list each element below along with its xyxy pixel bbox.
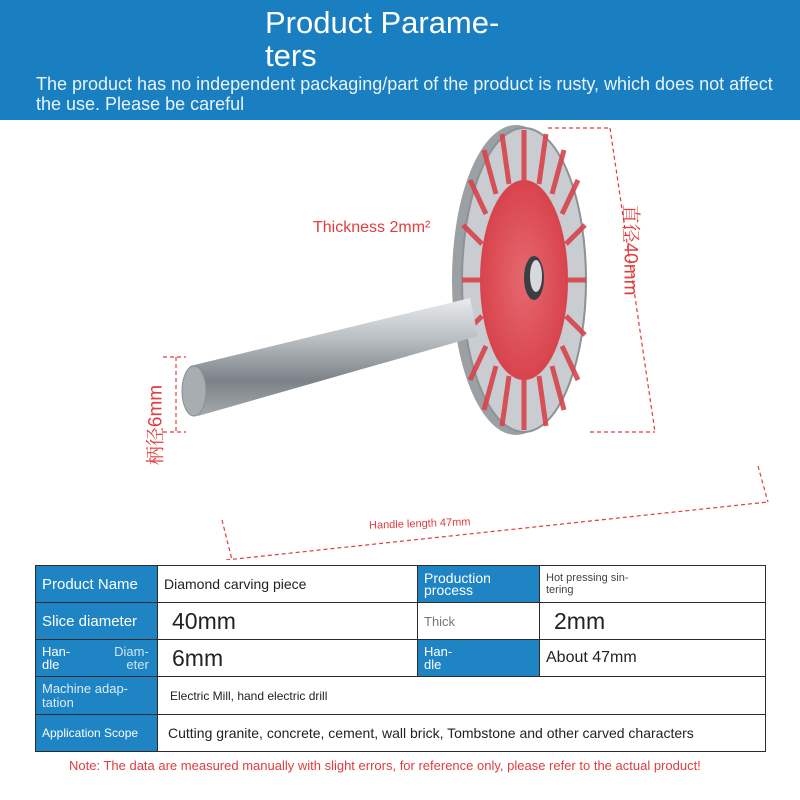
handle-word: Han- dle <box>42 644 71 672</box>
slice-diameter-label: Slice diameter <box>36 603 158 640</box>
application-scope-label: Application Scope <box>36 715 158 752</box>
diameter-annotation: 直径40mm <box>619 204 641 296</box>
table-row <box>36 566 766 603</box>
handle-diameter-value: 6mm <box>158 640 418 677</box>
handle-length-label: Han- dle <box>418 640 540 677</box>
product-name-value: Diamond carving piece <box>158 566 418 603</box>
cutting-disc <box>462 128 586 432</box>
handle-length-value: About 47mm <box>540 640 766 677</box>
table-row <box>36 640 766 677</box>
header-subtitle: The product has no independent packaging/part of the product is rusty, which does not affect the use. Please be careful <box>36 74 773 114</box>
thick-value: 2mm <box>540 603 766 640</box>
disclaimer-note: Note: The data are measured manually with slight errors, for reference only, please refer to the actual product! <box>69 758 701 773</box>
handle-diameter-label <box>36 640 158 677</box>
machine-adaptation-value: Electric Mill, hand electric drill <box>158 677 766 715</box>
production-process-label: Production process <box>418 566 540 603</box>
table-row <box>36 603 766 640</box>
table-row <box>36 677 766 715</box>
thickness-annotation: Thickness 2mm² <box>313 219 431 236</box>
machine-adaptation-label: Machine adap- tation <box>36 677 158 715</box>
header-banner <box>0 0 800 120</box>
table-row <box>36 715 766 752</box>
product-name-label: Product Name <box>36 566 158 603</box>
page-title: Product Parame- ters <box>265 5 500 73</box>
product-illustration <box>0 120 800 560</box>
diameter-word: Diam- eter <box>114 644 149 672</box>
thick-label: Thick <box>418 603 540 640</box>
slice-diameter-value: 40mm <box>158 603 418 640</box>
application-scope-value: Cutting granite, concrete, cement, wall brick, Tombstone and other carved characters <box>158 715 766 752</box>
production-process-value: Hot pressing sin- tering <box>540 566 766 603</box>
handle-length-annotation: Handle length 47mm <box>368 516 471 532</box>
spec-table <box>35 565 766 752</box>
handle-shaft <box>182 298 478 416</box>
handle-diameter-annotation: 柄径6mm <box>145 384 167 466</box>
